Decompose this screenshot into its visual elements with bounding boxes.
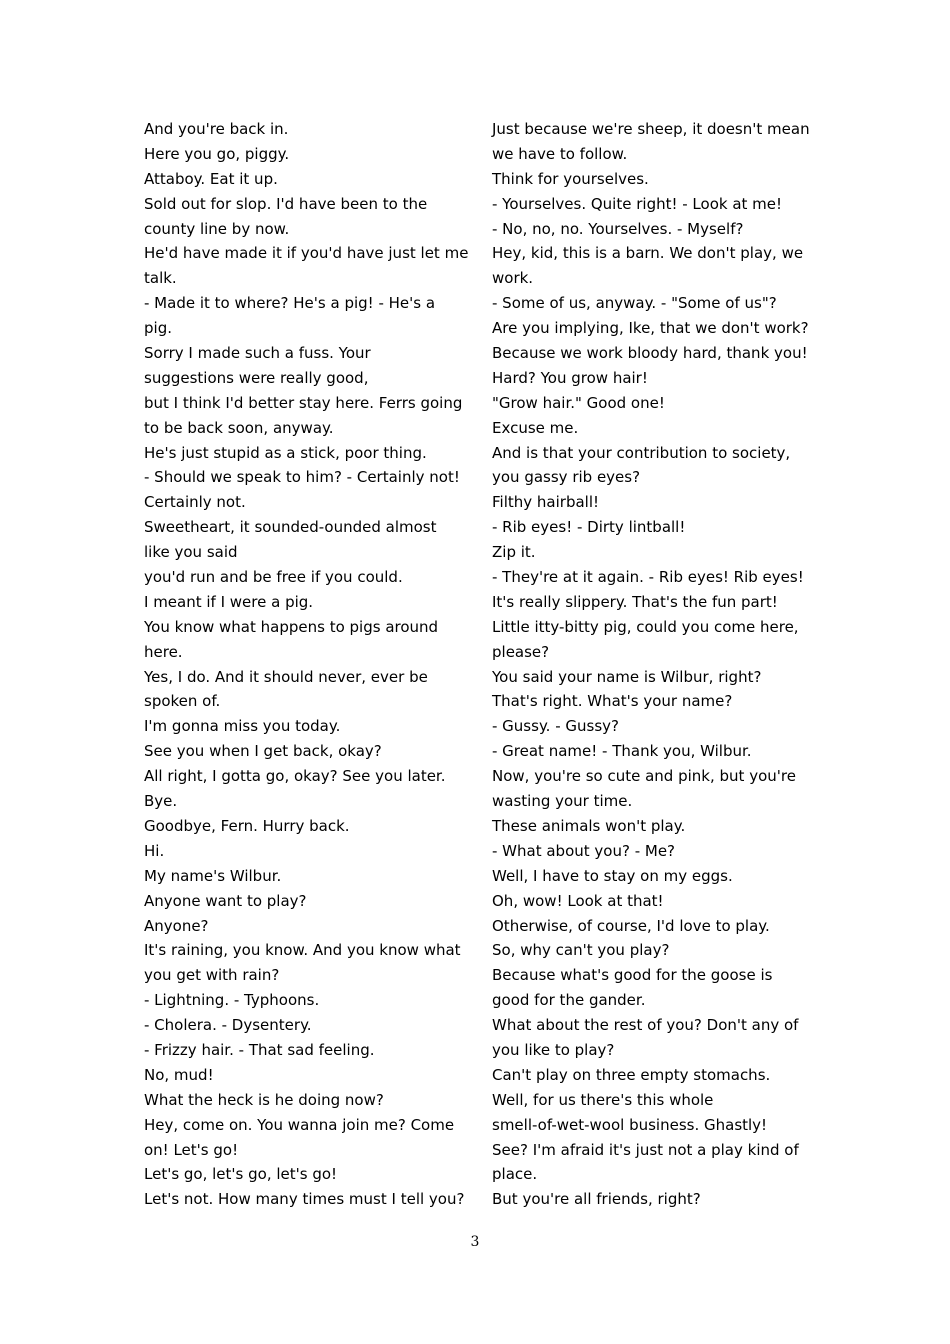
text-line: - No, no, no. Yourselves. - Myself? [492,219,744,238]
text-line: That's right. What's your name? [492,692,733,711]
text-line: Think for yourselves. [492,169,649,188]
text-line: wasting your time. [492,792,633,811]
text-line: He'd have made it if you'd have just let me [144,244,469,263]
text-line: Because what's good for the goose is [492,966,773,985]
text-line: These animals won't play. [492,816,686,835]
text-line: It's really slippery. That's the fun part! [492,592,778,611]
text-line: Hey, come on. You wanna join me? Come [144,1115,455,1134]
text-line: - Gussy. - Gussy? [492,717,619,736]
text-line: - Some of us, anyway. - "Some of us"? [492,294,777,313]
text-line: Now, you're so cute and pink, but you're [492,767,796,786]
text-line: My name's Wilbur. [144,866,282,885]
text-line: place. [492,1165,538,1184]
text-line: Just because we're sheep, it doesn't mean [492,120,810,138]
text-line: He's just stupid as a stick, poor thing. [144,443,427,462]
text-line: So, why can't you play? [492,941,670,960]
text-line: Little itty-bitty pig, could you come here, [492,617,799,636]
text-line: - Yourselves. Quite right! - Look at me! [492,194,783,213]
text-line: to be back soon, anyway. [144,418,334,437]
text-line: "Grow hair." Good one! [492,393,665,412]
text-line: What about the rest of you? Don't any of [492,1016,799,1035]
text-line: you get with rain? [144,966,280,985]
text-line: It's raining, you know. And you know what [144,941,461,960]
text-line: Hi. [144,841,165,860]
text-line: Sold out for slop. I'd have been to the [144,194,428,213]
text-line: Anyone? [144,916,209,935]
text-line: Certainly not. [144,493,246,512]
text-line: Well, I have to stay on my eggs. [492,866,733,885]
text-line: good for the gander. [492,991,646,1010]
text-line: smell-of-wet-wool business. Ghastly! [492,1115,768,1134]
text-line: talk. [144,269,177,288]
text-line: pig. [144,319,172,338]
text-line: you gassy rib eyes? [492,468,641,487]
text-line: You know what happens to pigs around [144,617,439,636]
text-line: Anyone want to play? [144,891,307,910]
text-line: Otherwise, of course, I'd love to play. [492,916,770,935]
text-line: suggestions were really good, [144,368,369,387]
text-line: I'm gonna miss you today. [144,717,341,736]
text-line: Sorry I made such a fuss. Your [144,344,371,363]
text-line: What the heck is he doing now? [144,1090,384,1109]
text-line: Attaboy. Eat it up. [144,169,278,188]
text-line: Bye. [144,792,178,811]
text-line: spoken of. [144,692,221,711]
text-line: Well, for us there's this whole [492,1090,714,1109]
text-line: Goodbye, Fern. Hurry back. [144,816,350,835]
text-line: Let's go, let's go, let's go! [144,1165,338,1184]
text-line: All right, I gotta go, okay? See you later. [144,767,446,786]
text-line: But you're all friends, right? [492,1190,701,1209]
text-line: See you when I get back, okay? [144,742,382,761]
text-line: And you're back in. [144,120,289,138]
text-line: Because we work bloody hard, thank you! [492,344,808,363]
text-line: we have to follow. [492,144,628,163]
text-line: - Rib eyes! - Dirty lintball! [492,518,686,537]
text-line: Zip it. [492,543,536,562]
text-line: Here you go, piggy. [144,144,290,163]
right-text-column [492,117,822,1212]
text-line: county line by now. [144,219,290,238]
text-line: Excuse me. [492,418,579,437]
text-line: Hard? You grow hair! [492,368,648,387]
left-text-column [144,117,474,1212]
text-line: - Great name! - Thank you, Wilbur. [492,742,752,761]
text-line: on! Let's go! [144,1140,239,1159]
text-line: - Should we speak to him? - Certainly not! [144,468,460,487]
text-line: Oh, wow! Look at that! [492,891,664,910]
text-line: here. [144,642,183,661]
text-line: Filthy hairball! [492,493,599,512]
text-line: Are you implying, Ike, that we don't work? [492,319,809,338]
text-line: work. [492,269,534,288]
text-line: but I think I'd better stay here. Ferrs going [144,393,463,412]
text-line: Sweetheart, it sounded-ounded almost [144,518,437,537]
text-line: Let's not. How many times must I tell you? [144,1190,465,1209]
text-line: - They're at it again. - Rib eyes! Rib eyes! [492,568,804,587]
text-line: like you said [144,543,238,562]
text-line: Can't play on three empty stomachs. [492,1065,771,1084]
text-line: - Made it to where? He's a pig! - He's a [144,294,436,313]
text-line: you like to play? [492,1040,615,1059]
page-number: 3 [470,1234,480,1250]
text-line: - Cholera. - Dysentery. [144,1016,312,1035]
text-line: Yes, I do. And it should never, ever be [144,667,428,686]
text-line: You said your name is Wilbur, right? [492,667,762,686]
text-line: please? [492,642,550,661]
text-line: you'd run and be free if you could. [144,568,403,587]
text-line: - Frizzy hair. - That sad feeling. [144,1040,375,1059]
text-line: - Lightning. - Typhoons. [144,991,320,1010]
text-line: See? I'm afraid it's just not a play kind of [492,1140,799,1159]
text-line: I meant if I were a pig. [144,592,314,611]
text-line: No, mud! [144,1065,214,1084]
text-line: - What about you? - Me? [492,841,676,860]
text-line: Hey, kid, this is a barn. We don't play, we [492,244,804,263]
text-line: And is that your contribution to society, [492,443,791,462]
